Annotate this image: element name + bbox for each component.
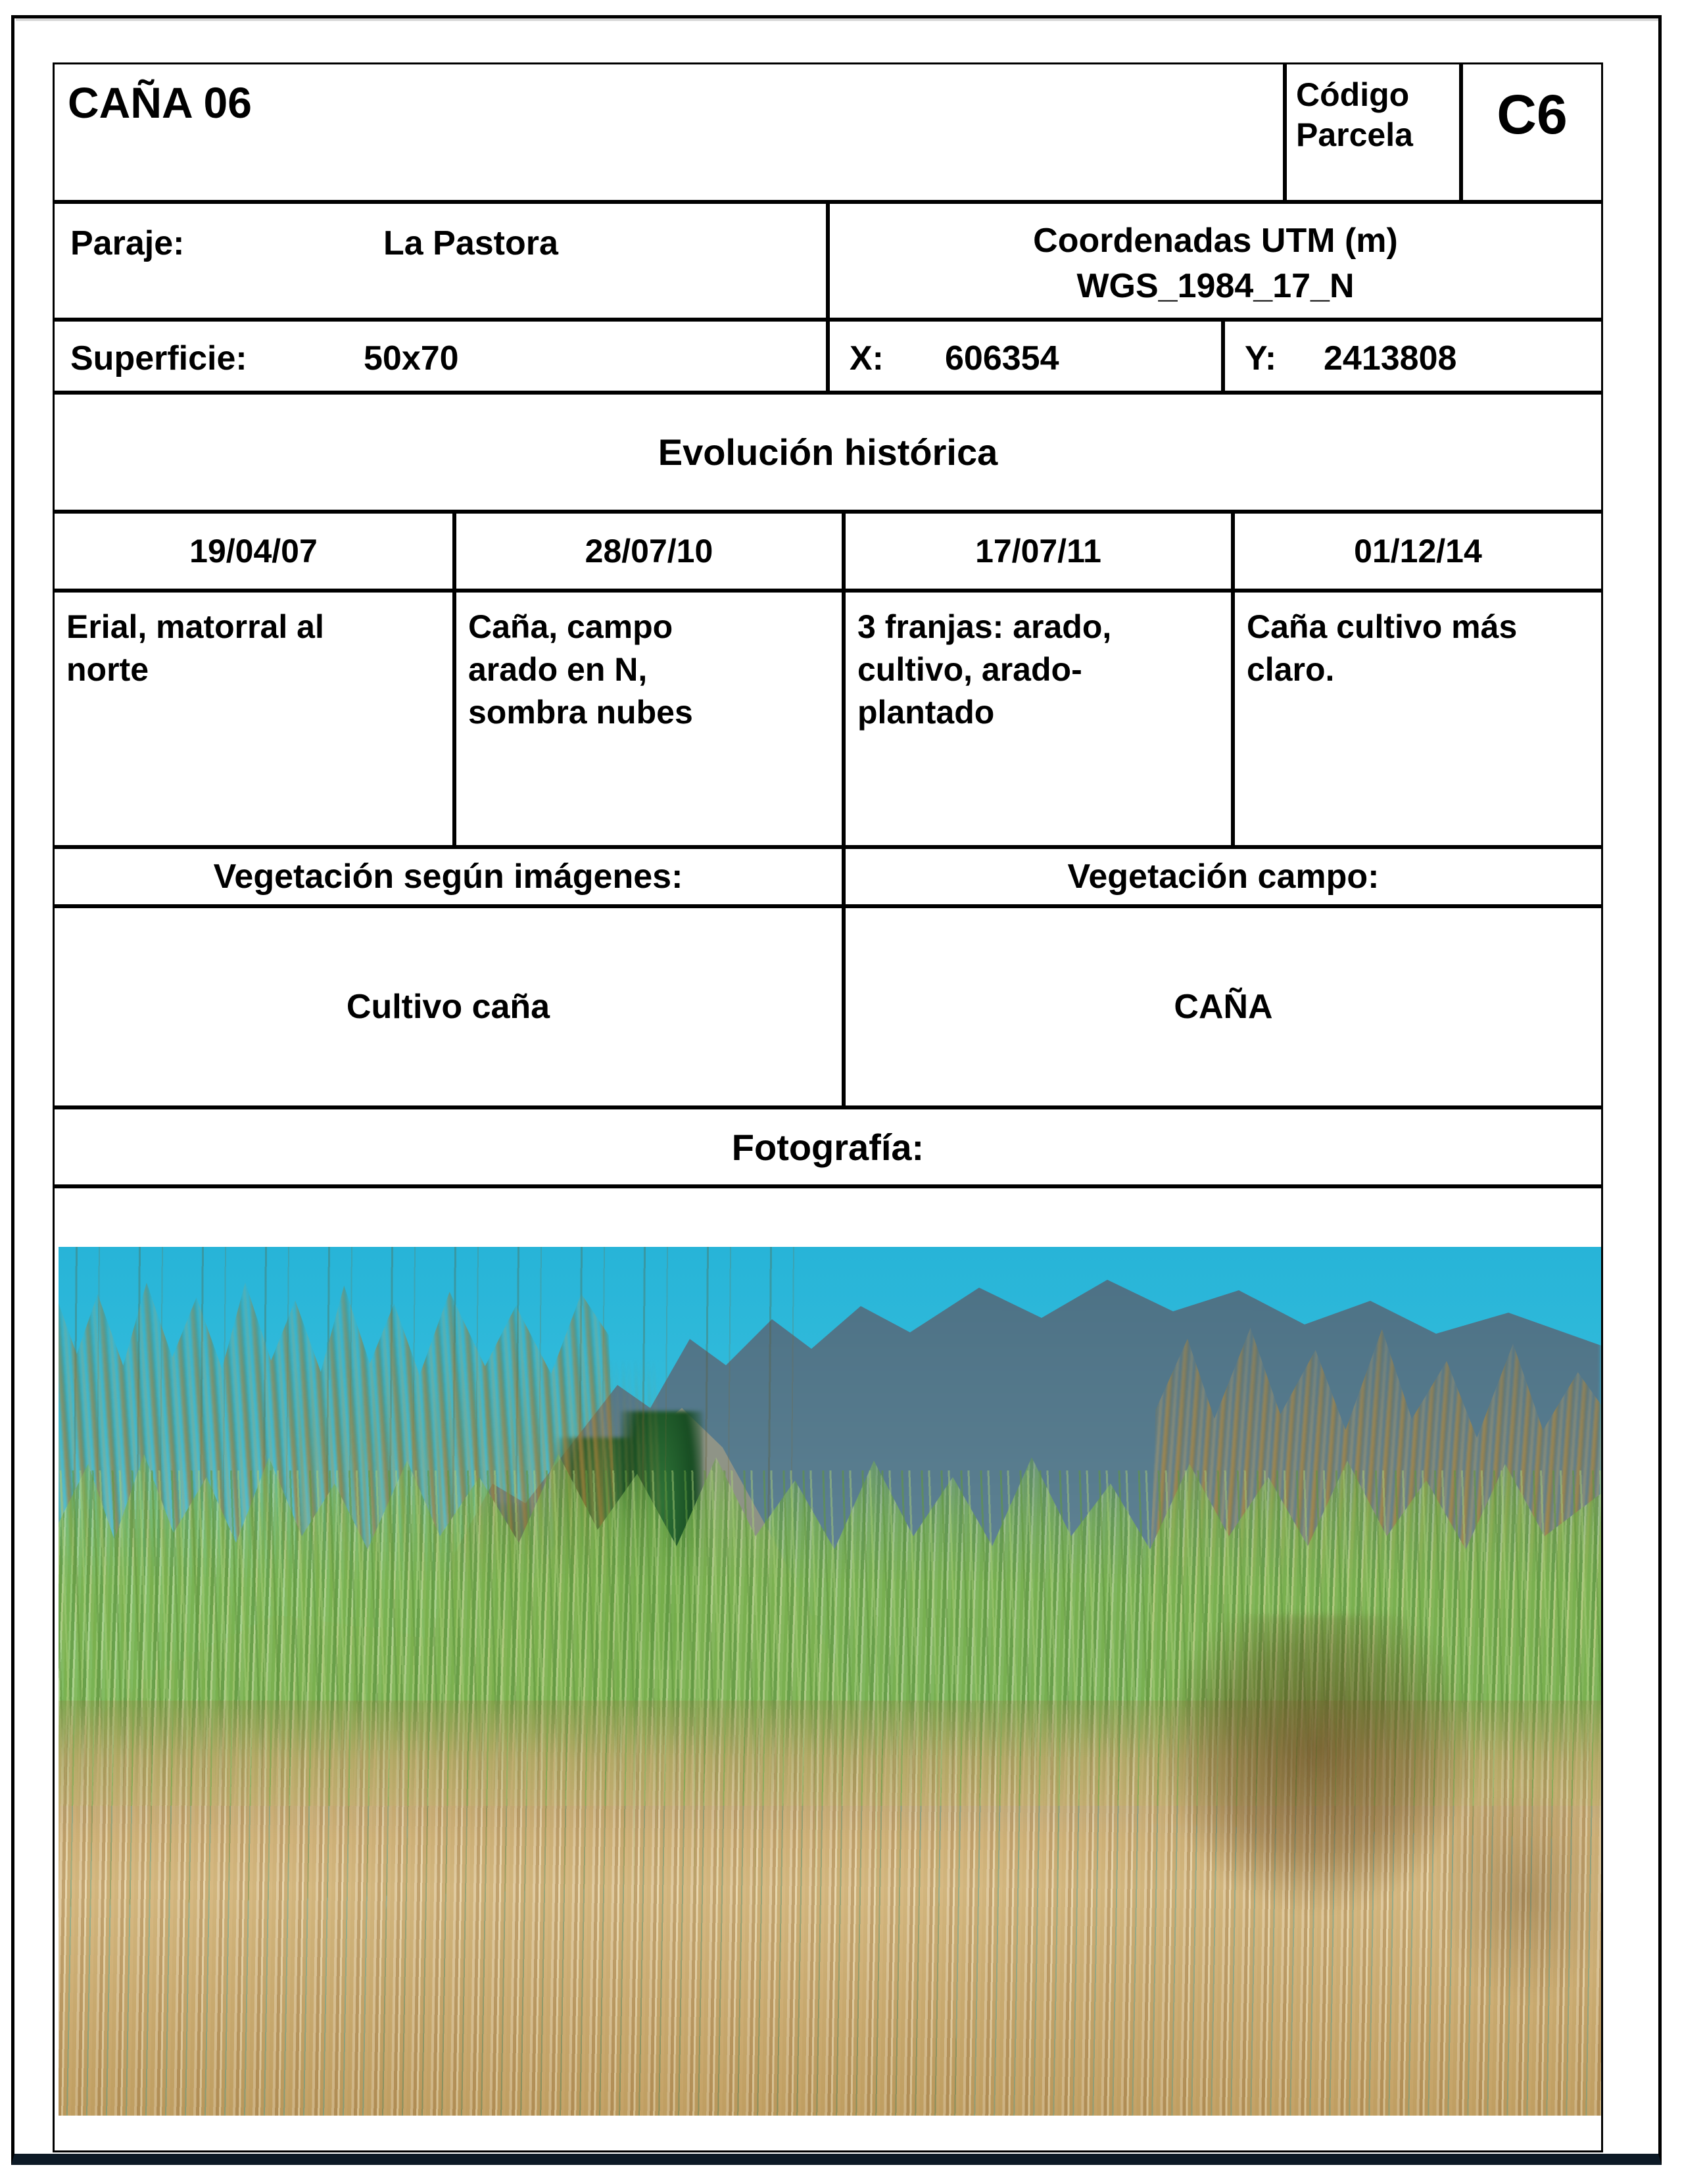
- superficie-value: 50x70: [364, 339, 459, 377]
- photo-cell: [53, 1186, 1603, 2152]
- superficie-label: Superficie:: [70, 339, 247, 377]
- utm-datum: WGS_1984_17_N: [1076, 266, 1355, 305]
- coord-y-value: 2413808: [1324, 339, 1457, 377]
- superficie-cell: [53, 320, 828, 393]
- code-label: Código Parcela: [1285, 62, 1461, 202]
- evolution-desc-3: 3 franjas: arado, cultivo, arado-plantado: [844, 591, 1233, 847]
- coord-y-cell: [1223, 320, 1603, 393]
- coord-x-label: X:: [850, 339, 884, 377]
- evolution-header: Evolución histórica: [53, 393, 1603, 512]
- evolution-desc-2: Caña, campo arado en N, sombra nubes: [454, 591, 844, 847]
- evolution-date-4: 01/12/14: [1233, 512, 1603, 591]
- vegetation-field-value: CAÑA: [844, 906, 1603, 1107]
- evolution-date-2: 28/07/10: [454, 512, 844, 591]
- top-border-shadow: [16, 18, 1658, 21]
- coord-y-label: Y:: [1245, 339, 1277, 377]
- green-wisps-overlay: [617, 1615, 1078, 1983]
- evolution-date-3: 17/07/11: [844, 512, 1233, 591]
- evolution-date-1: 19/04/07: [53, 512, 454, 591]
- paraje-value: La Pastora: [383, 224, 558, 262]
- brown-grass-patch: [1433, 1786, 1601, 2003]
- field-photo: [59, 1247, 1601, 2116]
- vegetation-images-value: Cultivo caña: [53, 906, 844, 1107]
- paraje-label: Paraje:: [70, 224, 185, 262]
- utm-title: Coordenadas UTM (m): [1033, 222, 1398, 260]
- photo-header: Fotografía:: [53, 1107, 1603, 1186]
- coord-x-cell: [828, 320, 1223, 393]
- brown-grass-patch: [1163, 1615, 1472, 1911]
- evolution-desc-4: Caña cultivo más claro.: [1233, 591, 1603, 847]
- coord-x-value: 606354: [945, 339, 1059, 377]
- code-value: C6: [1461, 62, 1603, 202]
- utm-cell: [828, 202, 1603, 320]
- vegetation-field-label: Vegetación campo:: [844, 847, 1603, 906]
- vegetation-images-label: Vegetación según imágenes:: [53, 847, 844, 906]
- paraje-cell: [53, 202, 828, 320]
- plot-title: CAÑA 06: [53, 62, 1285, 202]
- evolution-desc-1: Erial, matorral al norte: [53, 591, 454, 847]
